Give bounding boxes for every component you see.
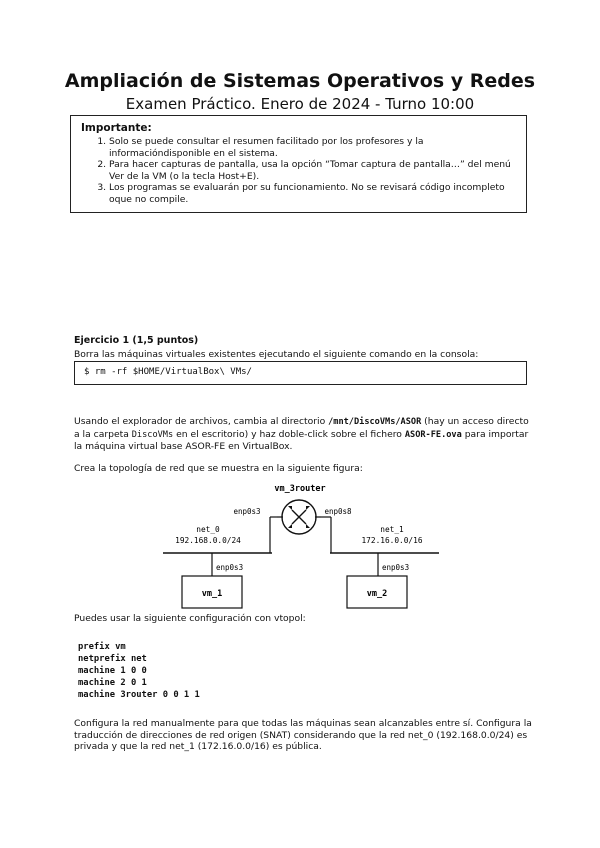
page-subtitle: Examen Práctico. Enero de 2024 - Turno 10:00 <box>125 95 475 113</box>
command-text: $ rm -rf $HOME/VirtualBox\ VMs/ <box>84 367 252 377</box>
import-text-3: en el escritorio) y haz doble-click sobre el fichero <box>173 428 405 440</box>
config-line: machine 1 0 0 <box>78 666 147 676</box>
config-line: netprefix net <box>78 654 147 664</box>
import-text-2: (hay un acceso directo a la carpeta <box>74 416 529 440</box>
import-file: ASOR-FE.ova <box>404 429 462 440</box>
vm1-if: enp0s3 <box>216 563 244 572</box>
import-folder: DiscoVMs <box>131 429 174 440</box>
vm2-label: vm_2 <box>366 589 388 599</box>
important-item: 1. Solo se puede consultar el resumen facilitado por los profesores y la informacióndisponible en el sistema. <box>109 136 524 159</box>
net1-name: net_1 <box>380 525 404 534</box>
exercise-title: Ejercicio 1 (1,5 puntos) <box>74 335 199 346</box>
import-directory: /mnt/DiscoVMs/ASOR <box>328 417 422 427</box>
vm2-if: enp0s3 <box>382 563 410 572</box>
import-paragraph <box>74 416 534 453</box>
net0-name: net_0 <box>196 525 220 534</box>
final-paragraph: Configura la red manualmente para que todas las máquinas sean alcanzables entre sí. Configura la traducción de direcciones de red origen (SNAT) considerando que la red net_0 (192.168.0.0/24) es privada y que la red net_1 (172.16.0.0/16) es pública. <box>74 718 532 752</box>
important-item: 3. Los programas se evaluarán por su funcionamiento. No se revisará código incompleto oque no compile. <box>109 182 524 205</box>
router-if-right: enp0s8 <box>324 507 352 516</box>
router-icon <box>277 500 321 534</box>
command-box <box>74 361 527 385</box>
important-list <box>87 136 524 205</box>
important-item: 2. Para hacer capturas de pantalla, usa la opción “Tomar captura de pantalla…” del menú Ver de la VM (o la tecla Host+E). <box>109 159 524 182</box>
config-line: prefix vm <box>78 642 126 652</box>
page-title: Ampliación de Sistemas Operativos y Redes <box>64 70 536 92</box>
vm1-label: vm_1 <box>201 589 223 599</box>
router-if-left: enp0s3 <box>233 507 261 516</box>
vtopol-config <box>78 641 200 701</box>
network-diagram <box>0 476 600 616</box>
important-title: Importante: <box>81 122 152 134</box>
net1-addr: 172.16.0.0/16 <box>361 536 423 545</box>
config-line: machine 2 0 1 <box>78 678 147 688</box>
topology-text: Crea la topología de red que se muestra en la siguiente figura: <box>74 463 363 474</box>
config-line: machine 3router 0 0 1 1 <box>78 690 200 700</box>
import-text-1: Usando el explorador de archivos, cambia al directorio <box>74 416 329 427</box>
router-label: vm_3router <box>274 484 326 494</box>
exercise-intro: Borra las máquinas virtuales existentes ejecutando el siguiente comando en la consola: <box>74 349 479 360</box>
important-box <box>70 115 527 213</box>
import-text-4: para importar la máquina virtual base ASOR-FE en VirtualBox. <box>74 428 529 452</box>
net0-addr: 192.168.0.0/24 <box>175 536 241 545</box>
vtopol-text: Puedes usar la siguiente configuración con vtopol: <box>74 613 306 624</box>
